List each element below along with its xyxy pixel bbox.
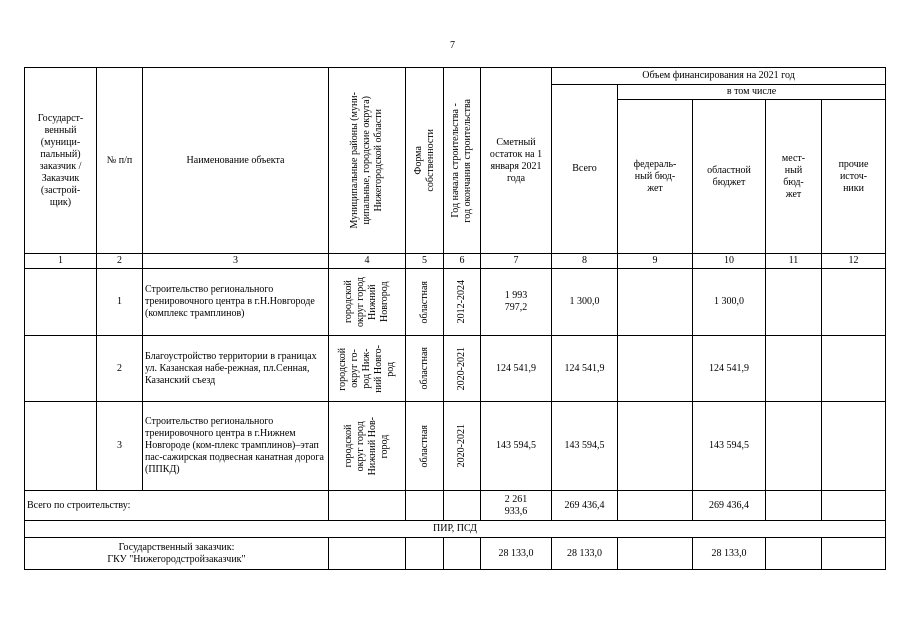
col-num: 11 <box>766 254 822 269</box>
construction-total-regional: 269 436,4 <box>693 491 766 521</box>
row-num: 3 <box>97 402 143 491</box>
row-num: 2 <box>97 336 143 402</box>
row-district <box>329 402 406 491</box>
row-object-name: Строительство регионального тренировочного центра в г.Н.Новгороде (комплекс трамплинов) <box>143 269 329 336</box>
row-object-name: Строительство регионального тренировочного центра в г.Нижнем Новгороде (ком-плекс трамплинов)–этап пас-сажирская подвесная канатная дорога (ППКД) <box>143 402 329 491</box>
construction-total-label: Всего по строительству: <box>25 491 329 521</box>
header-num: № п/п <box>97 68 143 254</box>
header-regional: областной бюджет <box>693 100 766 254</box>
col-num: 2 <box>97 254 143 269</box>
row-total: 124 541,9 <box>552 336 618 402</box>
row-customer-cell <box>25 336 97 402</box>
row-customer-cell <box>25 269 97 336</box>
col-num: 6 <box>444 254 481 269</box>
customer-label: Государственный заказчик: ГКУ "Нижегородстройзаказчик" <box>25 538 329 570</box>
empty-cell <box>444 538 481 570</box>
construction-total-total: 269 436,4 <box>552 491 618 521</box>
construction-total-balance: 2 261 933,6 <box>481 491 552 521</box>
row-years <box>444 402 481 491</box>
row-district <box>329 336 406 402</box>
header-other: прочие источ- ники <box>822 100 886 254</box>
col-num: 12 <box>822 254 886 269</box>
row-other <box>822 402 886 491</box>
section-row <box>25 521 886 538</box>
row-customer-cell <box>25 402 97 491</box>
header-local: мест- ный бюд- жет <box>766 100 822 254</box>
row-federal <box>618 269 693 336</box>
col-num: 7 <box>481 254 552 269</box>
customer-balance: 28 133,0 <box>481 538 552 570</box>
row-other <box>822 269 886 336</box>
table-row <box>25 336 886 402</box>
row-local <box>766 402 822 491</box>
table-row <box>25 402 886 491</box>
row-total: 143 594,5 <box>552 402 618 491</box>
header-including: в том числе <box>618 85 886 100</box>
row-balance: 143 594,5 <box>481 402 552 491</box>
col-num: 10 <box>693 254 766 269</box>
row-federal <box>618 336 693 402</box>
header-total: Всего <box>552 85 618 254</box>
empty-cell <box>822 491 886 521</box>
row-ownership <box>406 336 444 402</box>
row-total: 1 300,0 <box>552 269 618 336</box>
row-object-name: Благоустройство территории в границах ул. Казанская набе-режная, пл.Сенная, Казанский съезд <box>143 336 329 402</box>
construction-total-row <box>25 491 886 521</box>
col-num: 3 <box>143 254 329 269</box>
column-numbers-row <box>25 254 886 269</box>
row-regional: 1 300,0 <box>693 269 766 336</box>
row-regional: 143 594,5 <box>693 402 766 491</box>
col-num: 1 <box>25 254 97 269</box>
page-number: 7 <box>450 40 455 51</box>
col-num: 5 <box>406 254 444 269</box>
empty-cell <box>329 491 406 521</box>
row-local <box>766 336 822 402</box>
row-ownership <box>406 269 444 336</box>
empty-cell <box>406 491 444 521</box>
section-pir-label: ПИР, ПСД <box>25 521 886 538</box>
header-funding-group: Объем финансирования на 2021 год <box>552 68 886 85</box>
row-district <box>329 269 406 336</box>
empty-cell <box>766 491 822 521</box>
customer-regional: 28 133,0 <box>693 538 766 570</box>
empty-cell <box>329 538 406 570</box>
row-balance: 124 541,9 <box>481 336 552 402</box>
header-districts <box>329 68 406 254</box>
empty-cell <box>618 538 693 570</box>
col-num: 9 <box>618 254 693 269</box>
row-years-text: 2020-2021 <box>456 424 467 468</box>
header-districts-text: Муниципальные районы (муни- ципальные, городские округа) Нижегородской области <box>349 92 384 229</box>
empty-cell <box>822 538 886 570</box>
col-num: 4 <box>329 254 406 269</box>
header-customer: Государст- венный (муници- пальный) заказчик / Заказчик (застрой- щик) <box>25 68 97 254</box>
row-district-text: городской округ город Нижний Нов- город <box>343 416 390 476</box>
empty-cell <box>618 491 693 521</box>
row-ownership-text: областная <box>418 280 430 324</box>
header-years-text: Год начала строительства - год окончания строительства <box>450 98 473 223</box>
row-regional: 124 541,9 <box>693 336 766 402</box>
financing-table <box>24 67 886 570</box>
header-federal: федераль- ный бюд- жет <box>618 100 693 254</box>
row-district-text: городской округ город Нижний Новгород <box>343 277 390 327</box>
row-years <box>444 269 481 336</box>
row-years-text: 2020-2021 <box>456 346 467 391</box>
header-years <box>444 68 481 254</box>
row-num: 1 <box>97 269 143 336</box>
header-object-name: Наименование объекта <box>143 68 329 254</box>
col-num: 8 <box>552 254 618 269</box>
row-ownership-text: областная <box>418 347 430 390</box>
row-ownership-text: областная <box>418 424 430 468</box>
empty-cell <box>444 491 481 521</box>
row-district-text: городской округ го- род Ниж- ний Новго- род <box>337 344 396 393</box>
customer-total: 28 133,0 <box>552 538 618 570</box>
row-federal <box>618 402 693 491</box>
empty-cell <box>406 538 444 570</box>
header-ownership <box>406 68 444 254</box>
row-ownership <box>406 402 444 491</box>
table-row <box>25 269 886 336</box>
row-years <box>444 336 481 402</box>
header-balance: Сметный остаток на 1 января 2021 года <box>481 68 552 254</box>
row-balance: 1 993 797,2 <box>481 269 552 336</box>
row-local <box>766 269 822 336</box>
empty-cell <box>766 538 822 570</box>
header-ownership-text: Форма собственности <box>412 129 436 192</box>
customer-row <box>25 538 886 570</box>
row-years-text: 2012-2024 <box>456 280 467 324</box>
row-other <box>822 336 886 402</box>
